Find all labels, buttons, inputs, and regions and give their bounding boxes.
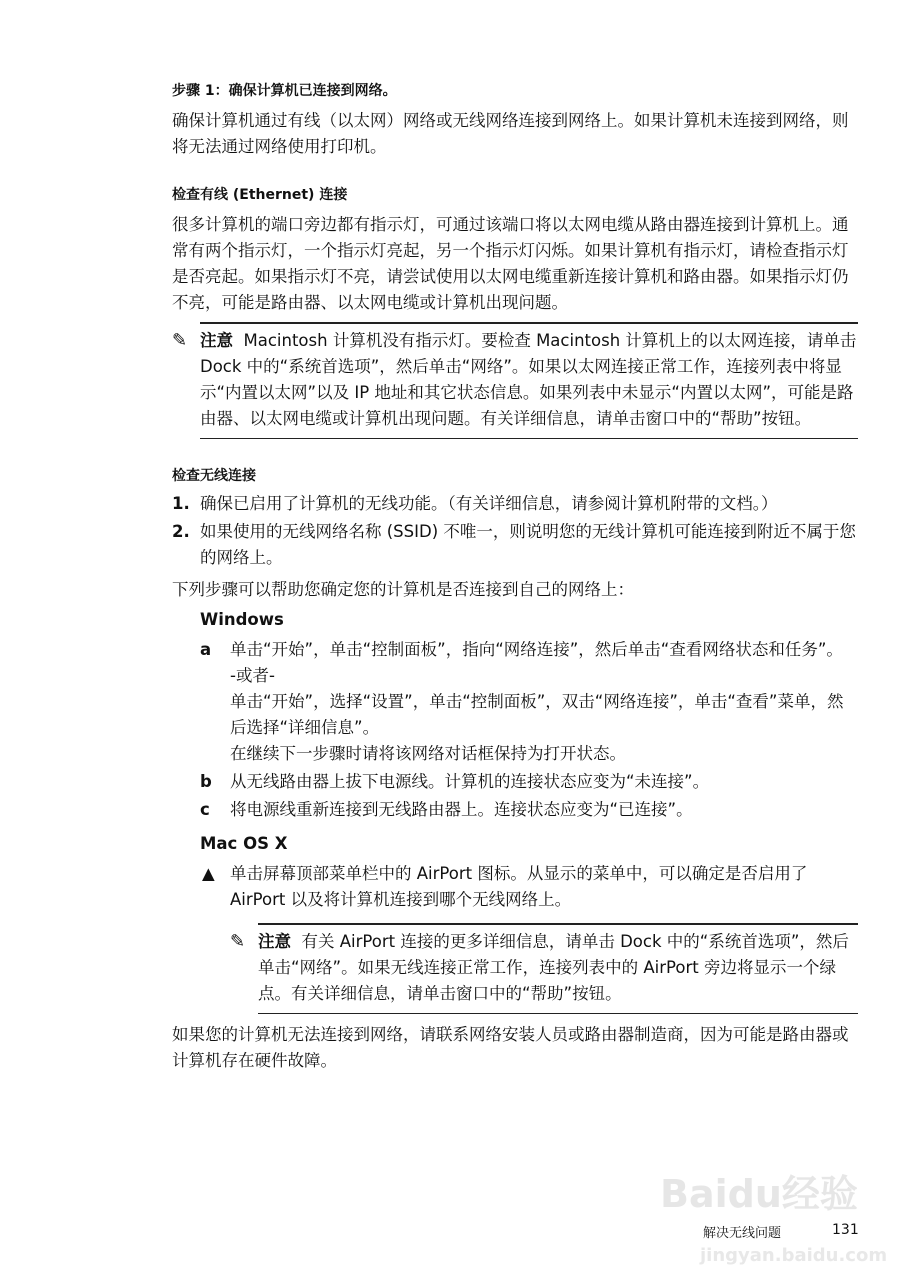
mac-step bbox=[200, 861, 858, 913]
note-rule-top bbox=[258, 923, 858, 925]
list-item bbox=[172, 491, 858, 517]
windows-section bbox=[200, 607, 858, 1014]
mac-text: 单击屏幕顶部菜单栏中的 AirPort 图标。从显示的菜单中，可以确定是否启用了 AirPort 以及将计算机连接到哪个无线网络上。 bbox=[230, 864, 808, 909]
windows-heading: Windows bbox=[200, 610, 284, 629]
step-label: c bbox=[200, 800, 210, 819]
note-body bbox=[200, 328, 858, 432]
wired-heading: 检查有线 (Ethernet) 连接 bbox=[172, 187, 348, 203]
wired-text: 很多计算机的端口旁边都有指示灯，可通过该端口将以太网电缆从路由器连接到计算机上。通常有两个指示灯，一个指示灯亮起，另一个指示灯闪烁。如果计算机有指示灯，请检查指示灯是否亮起。如果指示灯不亮，请尝试使用以太网电缆重新连接计算机和路由器。如果指示灯仍不亮，可能是路由器、以太网电缆或计算机出现问题。 bbox=[172, 215, 849, 312]
note-rule-bottom bbox=[200, 438, 858, 440]
step-line: 从无线路由器上拔下电源线。计算机的连接状态应变为“未连接”。 bbox=[230, 772, 710, 791]
step-label: a bbox=[200, 640, 212, 659]
step1-heading: 步骤 1：确保计算机已连接到网络。 bbox=[172, 83, 397, 99]
closing-text: 如果您的计算机无法连接到网络，请联系网络安装人员或路由器制造商，因为可能是路由器或计算机存在硬件故障。 bbox=[172, 1025, 849, 1070]
step-line: -或者- bbox=[230, 666, 275, 685]
footer-section: 解决无线问题 bbox=[703, 1226, 782, 1241]
step-body bbox=[230, 637, 858, 767]
note-icon: ✎ bbox=[172, 329, 188, 351]
page-content bbox=[172, 78, 858, 1074]
step-line: 在继续下一步骤时请将该网络对话框保持为打开状态。 bbox=[230, 744, 626, 763]
note-label: 注意 bbox=[258, 931, 291, 951]
list-num: 1. bbox=[172, 494, 190, 513]
list-text: 确保已启用了计算机的无线功能。（有关详细信息，请参阅计算机附带的文档。） bbox=[200, 494, 778, 513]
mac-heading: Mac OS X bbox=[200, 834, 288, 853]
note-rule-bottom bbox=[258, 1013, 858, 1015]
list-item bbox=[172, 519, 858, 571]
watermark-url: jingyan.baidu.com bbox=[700, 1245, 888, 1266]
note-text: 有关 AirPort 连接的更多详细信息，请单击 Dock 中的“系统首选项”，然后单击“网络”。如果无线连接正常工作，连接列表中的 AirPort 旁边将显示一个绿点。有关详细信息，请单击窗口中的“帮助”按钮。 bbox=[258, 931, 849, 1003]
step-label: b bbox=[200, 772, 212, 791]
triangle-bullet-icon: ▲ bbox=[202, 864, 215, 883]
list-text: 如果使用的无线网络名称 (SSID) 不唯一，则说明您的无线计算机可能连接到附近不属于您的网络上。 bbox=[200, 522, 856, 567]
wireless-intro: 下列步骤可以帮助您确定您的计算机是否连接到自己的网络上： bbox=[172, 580, 634, 599]
watermark-logo: Baidu经验 bbox=[660, 1172, 858, 1216]
note-text: Macintosh 计算机没有指示灯。要检查 Macintosh 计算机上的以太网连接，请单击 Dock 中的“系统首选项”，然后单击“网络”。如果以太网连接正常工作，连接列表中将显示“内置以太网”以及 IP 地址和其它状态信息。如果列表中未显示“内置以太网”，可能是路由器、以太网电缆或计算机出现问题。有关详细信息，请单击窗口中的“帮助”按钮。 bbox=[200, 330, 857, 428]
step-line: 将电源线重新连接到无线路由器上。连接状态应变为“已连接”。 bbox=[230, 800, 693, 819]
step-c bbox=[200, 797, 858, 823]
wireless-heading: 检查无线连接 bbox=[172, 468, 256, 484]
step1-text: 确保计算机通过有线（以太网）网络或无线网络连接到网络上。如果计算机未连接到网络，则将无法通过网络使用打印机。 bbox=[172, 111, 849, 156]
list-num: 2. bbox=[172, 522, 190, 541]
note-icon: ✎ bbox=[230, 930, 246, 952]
step-line: 单击“开始”，单击“控制面板”，指向“网络连接”，然后单击“查看网络状态和任务”。 bbox=[230, 640, 843, 659]
note-body bbox=[258, 929, 858, 1007]
note-rule-top bbox=[200, 322, 858, 324]
wired-note bbox=[172, 328, 858, 432]
page-number: 131 bbox=[832, 1222, 859, 1238]
step-b bbox=[200, 769, 858, 795]
step-a bbox=[200, 637, 858, 767]
mac-note bbox=[230, 929, 858, 1007]
note-label: 注意 bbox=[200, 330, 233, 350]
step-line: 单击“开始”，选择“设置”，单击“控制面板”，双击“网络连接”，单击“查看”菜单，然后选择“详细信息”。 bbox=[230, 692, 844, 737]
